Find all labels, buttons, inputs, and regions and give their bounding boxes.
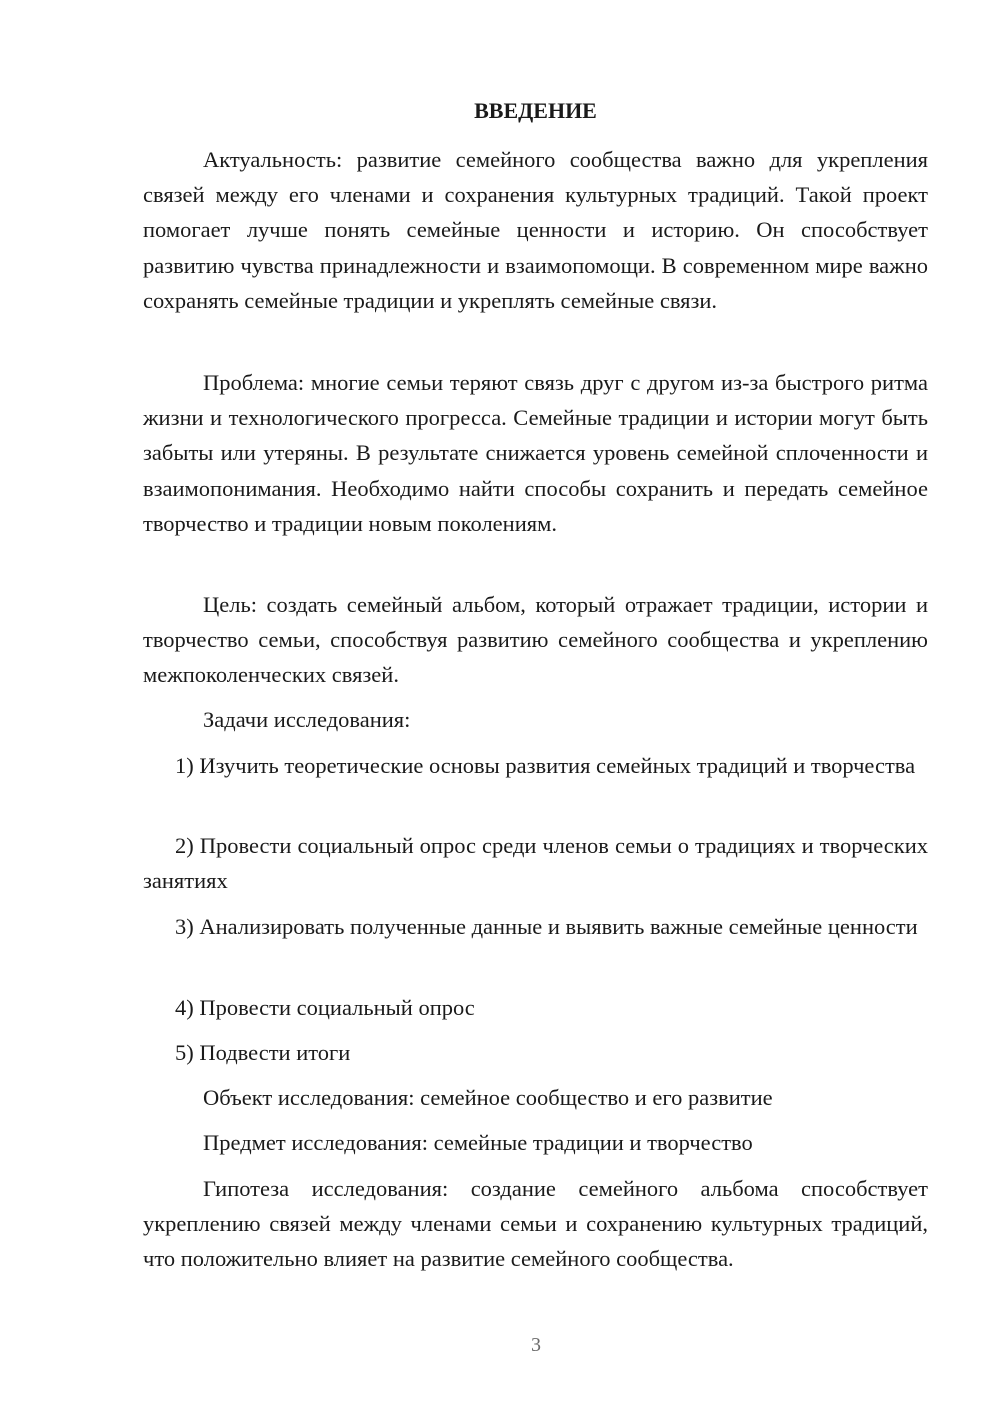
object-paragraph: Объект исследования: семейное сообщество и его развитие — [203, 1085, 773, 1110]
goal-paragraph: Цель: создать семейный альбом, который отражает традиции, истории и творчество семьи, способствуя развитию семейного сообщества и укреплению межпоколенческих связей. — [143, 592, 928, 688]
task-item: 2) Провести социальный опрос среди членов семьи о традициях и творческих занятиях — [143, 833, 928, 894]
tasks-heading: Задачи исследования: — [203, 707, 411, 732]
section-title: ВВЕДЕНИЕ — [474, 98, 597, 123]
page-number: 3 — [531, 1334, 541, 1356]
subject-paragraph: Предмет исследования: семейные традиции и творчество — [203, 1130, 753, 1155]
hypothesis-paragraph: Гипотеза исследования: создание семейного альбома способствует укреплению связей между членами семьи и сохранению культурных традиций, что положительно влияет на развитие семейного сообщества. — [143, 1176, 928, 1272]
task-item: 3) Анализировать полученные данные и выявить важные семейные ценности — [175, 914, 918, 939]
problem-paragraph: Проблема: многие семьи теряют связь друг с другом из-за быстрого ритма жизни и технологического прогресса. Семейные традиции и истории могут быть забыты или утеряны. В результате снижается уровень семейной сплоченности и взаимопонимания. Необходимо найти способы сохранить и передать семейное творчество и традиции новым поколениям. — [143, 370, 928, 536]
task-item: 4) Провести социальный опрос — [175, 995, 475, 1020]
task-item: 5) Подвести итоги — [175, 1040, 351, 1065]
relevance-paragraph: Актуальность: развитие семейного сообщества важно для укрепления связей между его членами и сохранения культурных традиций. Такой проект помогает лучше понять семейные ценности и историю. Он способствует развитию чувства принадлежности и взаимопомощи. В современном мире важно сохранять семейные традиции и укреплять семейные связи. — [143, 147, 928, 313]
task-item: 1) Изучить теоретические основы развития семейных традиций и творчества — [175, 753, 916, 778]
